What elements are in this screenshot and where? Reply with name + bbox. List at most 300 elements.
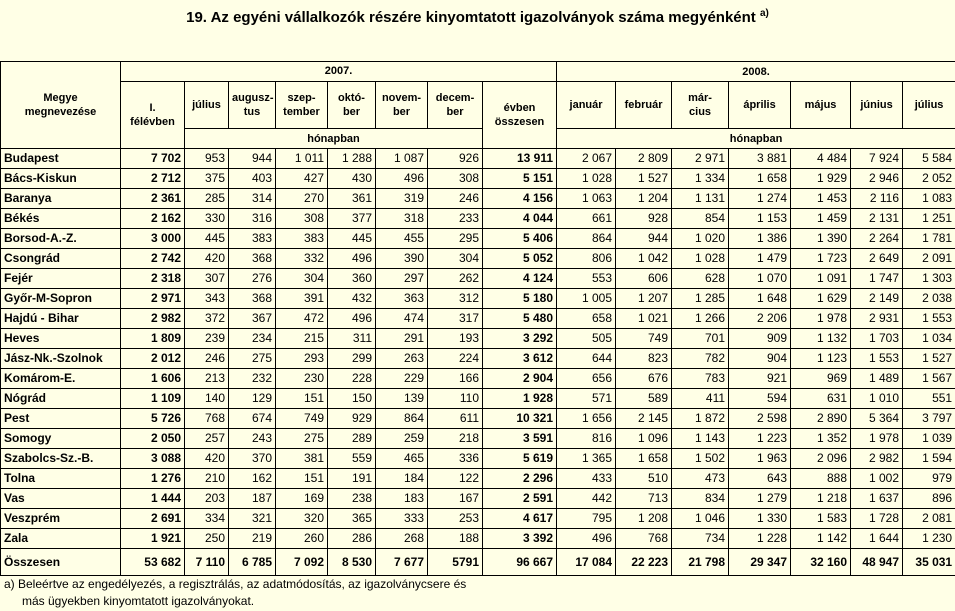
- value-cell: 969: [791, 369, 851, 389]
- value-cell: 1 279: [729, 489, 791, 509]
- value-cell: 896: [903, 489, 955, 509]
- value-cell: 139: [376, 389, 428, 409]
- value-cell: 22 223: [616, 549, 672, 576]
- value-cell: 2 591: [483, 489, 557, 509]
- h1-header: [121, 82, 185, 149]
- header-row-months: [1, 82, 955, 129]
- value-cell: 1 028: [672, 249, 729, 269]
- value-cell: 213: [185, 369, 229, 389]
- table-row: [1, 149, 955, 169]
- value-cell: 420: [185, 249, 229, 269]
- value-cell: 3 612: [483, 349, 557, 369]
- value-cell: 1 809: [121, 329, 185, 349]
- county-name: Fejér: [1, 269, 121, 289]
- value-cell: 268: [376, 529, 428, 549]
- value-cell: 432: [328, 289, 376, 309]
- value-cell: 2 712: [121, 169, 185, 189]
- value-cell: 1 303: [903, 269, 955, 289]
- county-name: Veszprém: [1, 509, 121, 529]
- value-cell: 162: [229, 469, 276, 489]
- county-name: Összesen: [1, 549, 121, 576]
- month-2007-header-line: októ-: [338, 92, 365, 104]
- value-cell: 293: [276, 349, 328, 369]
- table-row: [1, 429, 955, 449]
- value-cell: 365: [328, 509, 376, 529]
- value-cell: 307: [185, 269, 229, 289]
- value-cell: 391: [276, 289, 328, 309]
- county-name: Vas: [1, 489, 121, 509]
- value-cell: 1 228: [729, 529, 791, 549]
- table-row: [1, 229, 955, 249]
- unit-2007-header: [185, 129, 483, 149]
- value-cell: 1 583: [791, 509, 851, 529]
- value-cell: 1 285: [672, 289, 729, 309]
- annual-total-header-line: évben: [503, 102, 536, 114]
- county-name: Komárom-E.: [1, 369, 121, 389]
- table-title: [0, 8, 955, 26]
- value-cell: 2 145: [616, 409, 672, 429]
- value-cell: 674: [229, 409, 276, 429]
- table-row: [1, 369, 955, 389]
- value-cell: 3 881: [729, 149, 791, 169]
- value-cell: 48 947: [851, 549, 903, 576]
- value-cell: 3 292: [483, 329, 557, 349]
- value-cell: 2 809: [616, 149, 672, 169]
- value-cell: 1 928: [483, 389, 557, 409]
- value-cell: 1 230: [903, 529, 955, 549]
- value-cell: 361: [328, 189, 376, 209]
- value-cell: 1 703: [851, 329, 903, 349]
- value-cell: 631: [791, 389, 851, 409]
- value-cell: 442: [557, 489, 616, 509]
- value-cell: 1 143: [672, 429, 729, 449]
- value-cell: 926: [428, 149, 483, 169]
- county-header-line: Megye: [43, 92, 78, 104]
- value-cell: 317: [428, 309, 483, 329]
- value-cell: 6 785: [229, 549, 276, 576]
- value-cell: 289: [328, 429, 376, 449]
- value-cell: 7 110: [185, 549, 229, 576]
- header-row-years: [1, 62, 955, 82]
- value-cell: 2 096: [791, 449, 851, 469]
- h1-header-line: félévben: [130, 116, 175, 128]
- value-cell: 2 982: [851, 449, 903, 469]
- value-cell: 151: [276, 469, 328, 489]
- value-cell: 505: [557, 329, 616, 349]
- year-2007-header-line: 2007.: [324, 65, 353, 77]
- month-2008-header: [851, 82, 903, 129]
- table-row: [1, 389, 955, 409]
- value-cell: 2 149: [851, 289, 903, 309]
- value-cell: 1 390: [791, 229, 851, 249]
- month-2007-header-line: ber: [446, 106, 464, 118]
- county-name: Baranya: [1, 189, 121, 209]
- value-cell: 21 798: [672, 549, 729, 576]
- value-cell: 1 365: [557, 449, 616, 469]
- value-cell: 628: [672, 269, 729, 289]
- value-cell: 510: [616, 469, 672, 489]
- value-cell: 276: [229, 269, 276, 289]
- annual-total-header: [483, 82, 557, 149]
- county-name: Tolna: [1, 469, 121, 489]
- value-cell: 308: [428, 169, 483, 189]
- value-cell: 734: [672, 529, 729, 549]
- value-cell: 4 617: [483, 509, 557, 529]
- value-cell: 1 204: [616, 189, 672, 209]
- table-row: [1, 529, 955, 549]
- value-cell: 795: [557, 509, 616, 529]
- county-name: Somogy: [1, 429, 121, 449]
- value-cell: 1 747: [851, 269, 903, 289]
- value-cell: 270: [276, 189, 328, 209]
- value-cell: 864: [557, 229, 616, 249]
- value-cell: 5 364: [851, 409, 903, 429]
- value-cell: 5 480: [483, 309, 557, 329]
- value-cell: 1 921: [121, 529, 185, 549]
- value-cell: 1 091: [791, 269, 851, 289]
- value-cell: 1 656: [557, 409, 616, 429]
- value-cell: 1 352: [791, 429, 851, 449]
- value-cell: 1 028: [557, 169, 616, 189]
- value-cell: 1 010: [851, 389, 903, 409]
- value-cell: 35 031: [903, 549, 955, 576]
- month-2007-header-line: július: [192, 99, 221, 111]
- county-name: Győr-M-Sopron: [1, 289, 121, 309]
- value-cell: 473: [672, 469, 729, 489]
- table-row: [1, 169, 955, 189]
- month-2008-header-line: június: [860, 99, 893, 111]
- year-2007-header: [121, 62, 557, 82]
- value-cell: 571: [557, 389, 616, 409]
- value-cell: 559: [328, 449, 376, 469]
- value-cell: 816: [557, 429, 616, 449]
- value-cell: 2 162: [121, 209, 185, 229]
- value-cell: 782: [672, 349, 729, 369]
- value-cell: 888: [791, 469, 851, 489]
- month-2008-header: [903, 82, 955, 129]
- annual-total-header-line: összesen: [494, 116, 545, 128]
- value-cell: 1 005: [557, 289, 616, 309]
- value-cell: 749: [276, 409, 328, 429]
- value-cell: 3 000: [121, 229, 185, 249]
- value-cell: 1 872: [672, 409, 729, 429]
- value-cell: 1 929: [791, 169, 851, 189]
- value-cell: 228: [328, 369, 376, 389]
- value-cell: 383: [276, 229, 328, 249]
- month-2008-header-line: május: [804, 99, 837, 111]
- value-cell: 1 728: [851, 509, 903, 529]
- value-cell: 496: [328, 309, 376, 329]
- value-cell: 1 386: [729, 229, 791, 249]
- value-cell: 1 637: [851, 489, 903, 509]
- value-cell: 953: [185, 149, 229, 169]
- value-cell: 606: [616, 269, 672, 289]
- value-cell: 472: [276, 309, 328, 329]
- value-cell: 295: [428, 229, 483, 249]
- value-cell: 3 797: [903, 409, 955, 429]
- footnote: [4, 576, 466, 610]
- value-cell: 363: [376, 289, 428, 309]
- value-cell: 169: [276, 489, 328, 509]
- value-cell: 445: [185, 229, 229, 249]
- value-cell: 2 904: [483, 369, 557, 389]
- month-2008-header: [557, 82, 616, 129]
- value-cell: 167: [428, 489, 483, 509]
- month-2007-header: [376, 82, 428, 129]
- value-cell: 904: [729, 349, 791, 369]
- month-2007-header-line: tember: [283, 106, 320, 118]
- value-cell: 427: [276, 169, 328, 189]
- value-cell: 1 020: [672, 229, 729, 249]
- footnote-line-2: más ügyekben kinyomtatott igazolványokat.: [22, 594, 255, 608]
- table-row: [1, 249, 955, 269]
- value-cell: 1 489: [851, 369, 903, 389]
- value-cell: 1 963: [729, 449, 791, 469]
- value-cell: 768: [616, 529, 672, 549]
- value-cell: 188: [428, 529, 483, 549]
- value-cell: 2 982: [121, 309, 185, 329]
- value-cell: 336: [428, 449, 483, 469]
- table-row: [1, 489, 955, 509]
- value-cell: 496: [376, 169, 428, 189]
- value-cell: 7 092: [276, 549, 328, 576]
- value-cell: 1 553: [903, 309, 955, 329]
- value-cell: 318: [376, 209, 428, 229]
- month-2007-header-line: tus: [243, 106, 261, 118]
- value-cell: 285: [185, 189, 229, 209]
- value-cell: 589: [616, 389, 672, 409]
- value-cell: 4 156: [483, 189, 557, 209]
- value-cell: 2 050: [121, 429, 185, 449]
- value-cell: 3 088: [121, 449, 185, 469]
- value-cell: 1 658: [729, 169, 791, 189]
- value-cell: 1 218: [791, 489, 851, 509]
- county-header: [1, 62, 121, 149]
- value-cell: 5 619: [483, 449, 557, 469]
- value-cell: 262: [428, 269, 483, 289]
- value-cell: 368: [229, 289, 276, 309]
- value-cell: 246: [428, 189, 483, 209]
- value-cell: 184: [376, 469, 428, 489]
- value-cell: 1 083: [903, 189, 955, 209]
- value-cell: 433: [557, 469, 616, 489]
- value-cell: 2 116: [851, 189, 903, 209]
- value-cell: 928: [616, 209, 672, 229]
- value-cell: 1 132: [791, 329, 851, 349]
- value-cell: 3 392: [483, 529, 557, 549]
- value-cell: 2 206: [729, 309, 791, 329]
- value-cell: 140: [185, 389, 229, 409]
- value-cell: 1 063: [557, 189, 616, 209]
- value-cell: 218: [428, 429, 483, 449]
- value-cell: 1 553: [851, 349, 903, 369]
- value-cell: 1 978: [791, 309, 851, 329]
- value-cell: 311: [328, 329, 376, 349]
- table-row: [1, 409, 955, 429]
- title-footnote-mark: a): [759, 8, 769, 19]
- value-cell: 783: [672, 369, 729, 389]
- value-cell: 1 288: [328, 149, 376, 169]
- value-cell: 1 567: [903, 369, 955, 389]
- value-cell: 150: [328, 389, 376, 409]
- unit-2007-header-line: hónapban: [307, 132, 360, 145]
- county-name: Bács-Kiskun: [1, 169, 121, 189]
- value-cell: 4 124: [483, 269, 557, 289]
- value-cell: 286: [328, 529, 376, 549]
- value-cell: 299: [328, 349, 376, 369]
- value-cell: 29 347: [729, 549, 791, 576]
- value-cell: 253: [428, 509, 483, 529]
- county-name: Zala: [1, 529, 121, 549]
- unit-2008-header: [557, 129, 955, 149]
- county-name: Nógrád: [1, 389, 121, 409]
- month-2007-header-line: novem-: [381, 92, 422, 104]
- value-cell: 7 677: [376, 549, 428, 576]
- value-cell: 5 584: [903, 149, 955, 169]
- value-cell: 445: [328, 229, 376, 249]
- value-cell: 239: [185, 329, 229, 349]
- value-cell: 10 321: [483, 409, 557, 429]
- value-cell: 806: [557, 249, 616, 269]
- value-cell: 304: [276, 269, 328, 289]
- value-cell: 1 131: [672, 189, 729, 209]
- county-name: Jász-Nk.-Szolnok: [1, 349, 121, 369]
- value-cell: 1 781: [903, 229, 955, 249]
- value-cell: 7 702: [121, 149, 185, 169]
- table-row: [1, 189, 955, 209]
- value-cell: 496: [557, 529, 616, 549]
- value-cell: 1 658: [616, 449, 672, 469]
- value-cell: 2 971: [121, 289, 185, 309]
- month-2007-header: [185, 82, 229, 129]
- table-row: [1, 209, 955, 229]
- value-cell: 17 084: [557, 549, 616, 576]
- value-cell: 1 527: [616, 169, 672, 189]
- month-2007-header: [428, 82, 483, 129]
- value-cell: 129: [229, 389, 276, 409]
- value-cell: 834: [672, 489, 729, 509]
- value-cell: 594: [729, 389, 791, 409]
- value-cell: 2 296: [483, 469, 557, 489]
- value-cell: 321: [229, 509, 276, 529]
- value-cell: 1 142: [791, 529, 851, 549]
- value-cell: 1 207: [616, 289, 672, 309]
- value-cell: 1 527: [903, 349, 955, 369]
- value-cell: 381: [276, 449, 328, 469]
- value-cell: 3 591: [483, 429, 557, 449]
- value-cell: 332: [276, 249, 328, 269]
- table-row: [1, 449, 955, 469]
- value-cell: 1 046: [672, 509, 729, 529]
- county-name: Szabolcs-Sz.-B.: [1, 449, 121, 469]
- value-cell: 383: [229, 229, 276, 249]
- value-cell: 275: [229, 349, 276, 369]
- value-cell: 921: [729, 369, 791, 389]
- value-cell: 676: [616, 369, 672, 389]
- value-cell: 823: [616, 349, 672, 369]
- value-cell: 390: [376, 249, 428, 269]
- value-cell: 370: [229, 449, 276, 469]
- month-2008-header-line: cius: [689, 106, 712, 118]
- value-cell: 403: [229, 169, 276, 189]
- value-cell: 275: [276, 429, 328, 449]
- value-cell: 2 012: [121, 349, 185, 369]
- value-cell: 1 629: [791, 289, 851, 309]
- value-cell: 257: [185, 429, 229, 449]
- value-cell: 420: [185, 449, 229, 469]
- value-cell: 187: [229, 489, 276, 509]
- value-cell: 749: [616, 329, 672, 349]
- value-cell: 32 160: [791, 549, 851, 576]
- footnote-line-1: a) Beleértve az engedélyezés, a regisztrálás, az adatmódosítás, az igazolványcsere és: [4, 577, 467, 591]
- value-cell: 1 444: [121, 489, 185, 509]
- value-cell: 304: [428, 249, 483, 269]
- value-cell: 230: [276, 369, 328, 389]
- value-cell: 263: [376, 349, 428, 369]
- month-2008-header: [616, 82, 672, 129]
- table-row: [1, 329, 955, 349]
- value-cell: 611: [428, 409, 483, 429]
- month-2008-header: [729, 82, 791, 129]
- value-cell: 312: [428, 289, 483, 309]
- value-cell: 929: [328, 409, 376, 429]
- month-2007-header-line: augusz-: [232, 92, 274, 104]
- county-name: Békés: [1, 209, 121, 229]
- table-row: [1, 469, 955, 489]
- value-cell: 8 530: [328, 549, 376, 576]
- value-cell: 316: [229, 209, 276, 229]
- value-cell: 701: [672, 329, 729, 349]
- value-cell: 291: [376, 329, 428, 349]
- value-cell: 864: [376, 409, 428, 429]
- value-cell: 203: [185, 489, 229, 509]
- total-row: [1, 549, 955, 576]
- value-cell: 2 649: [851, 249, 903, 269]
- value-cell: 334: [185, 509, 229, 529]
- value-cell: 53 682: [121, 549, 185, 576]
- value-cell: 1 606: [121, 369, 185, 389]
- value-cell: 1 459: [791, 209, 851, 229]
- value-cell: 5791: [428, 549, 483, 576]
- value-cell: 553: [557, 269, 616, 289]
- county-name: Budapest: [1, 149, 121, 169]
- value-cell: 122: [428, 469, 483, 489]
- value-cell: 551: [903, 389, 955, 409]
- value-cell: 193: [428, 329, 483, 349]
- value-cell: 319: [376, 189, 428, 209]
- month-2008-header: [791, 82, 851, 129]
- value-cell: 430: [328, 169, 376, 189]
- month-2008-header-line: február: [624, 99, 663, 111]
- value-cell: 7 924: [851, 149, 903, 169]
- value-cell: 1 274: [729, 189, 791, 209]
- value-cell: 661: [557, 209, 616, 229]
- value-cell: 644: [557, 349, 616, 369]
- value-cell: 110: [428, 389, 483, 409]
- value-cell: 854: [672, 209, 729, 229]
- county-name: Pest: [1, 409, 121, 429]
- county-header-line: megnevezése: [24, 106, 97, 118]
- value-cell: 5 151: [483, 169, 557, 189]
- value-cell: 360: [328, 269, 376, 289]
- value-cell: 2 264: [851, 229, 903, 249]
- month-2008-header-line: július: [914, 99, 944, 111]
- value-cell: 1 453: [791, 189, 851, 209]
- value-cell: 5 180: [483, 289, 557, 309]
- value-cell: 183: [376, 489, 428, 509]
- value-cell: 1 011: [276, 149, 328, 169]
- value-cell: 2 131: [851, 209, 903, 229]
